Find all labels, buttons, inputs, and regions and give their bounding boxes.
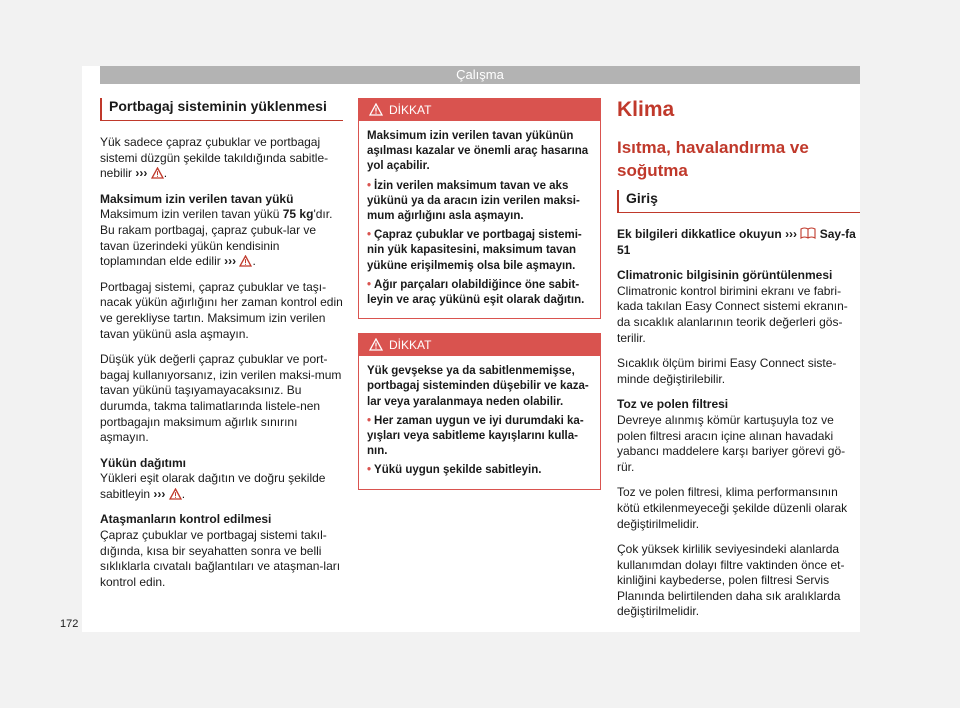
bullet-icon: •	[367, 464, 372, 477]
bullet-icon: •	[367, 229, 372, 242]
chapter-subtitle: Isıtma, havalandırma ve soğutma	[617, 138, 809, 180]
paragraph: Düşük yük değerli çapraz çubuklar ve port-bagaj kullanıyorsanız, izin verilen maksi-mum tavan yükünü taşıyamayacaksınız. Bu durumda, takma talimatlarında listele-nen portbagajın maksimum ağırlık sınırını aşmayın.	[100, 352, 342, 445]
warning-bullet: • Yükü uygun şekilde sabitleyin.	[367, 464, 542, 477]
warning-box	[358, 333, 601, 489]
reference-line: Ek bilgileri dikkatlice okuyun ››› Say-fa 51	[617, 227, 856, 257]
paragraph: Çok yüksek kirlilik seviyesindeki alanlarda kullanımdan dolayı filtre vaktinden önce et-kinliğini kaybederse, polen filtresi Servis Planında belirtilenden daha sık aralıklarda değiştirilmelidir.	[617, 542, 845, 619]
paragraph: Yük sadece çapraz çubuklar ve portbagaj sistemi düzgün şekilde takıldığında sabitle-nebilir ››› .	[100, 135, 329, 181]
column-2	[358, 98, 601, 504]
paragraph: Sıcaklık ölçüm birimi Easy Connect siste-minde değiştirilebilir.	[617, 356, 837, 386]
heading: Toz ve polen filtresi	[617, 397, 729, 412]
ref-marker[interactable]: ›››	[785, 227, 798, 241]
warning-box-body	[359, 121, 600, 318]
ref-marker[interactable]: ›››	[135, 166, 148, 181]
warning-triangle-icon	[369, 338, 383, 351]
page-number: 172	[60, 618, 79, 630]
heading: Ataşmanların kontrol edilmesi	[100, 512, 272, 527]
warning-bullet: • Çapraz çubuklar ve portbagaj sistemi-nin yük kapasitesini, maksimum tavan yüküne erişilmemiş olsa bile aşmayın.	[367, 229, 582, 272]
column-1	[100, 98, 343, 600]
warning-triangle-icon	[369, 103, 383, 116]
column-3	[617, 98, 860, 630]
bullet-icon: •	[367, 414, 372, 427]
section-title: Giriş	[617, 190, 860, 213]
heading: Yükün dağıtımı	[100, 455, 187, 470]
warning-box	[358, 98, 601, 319]
heading: Maksimum izin verilen tavan yükü	[100, 191, 294, 206]
bullet-icon: •	[367, 278, 372, 291]
paragraph: Yükleri eşit olarak dağıtın ve doğru şekilde sabitleyin ››› .	[100, 471, 326, 501]
warning-bullet: • İzin verilen maksimum tavan ve aks yükünü ya da aracın izin verilen maksi-mum ağırlığını asla aşmayın.	[367, 179, 580, 223]
warning-box-header: DİKKAT	[359, 99, 600, 121]
warning-box-header: DİKKAT	[359, 334, 600, 356]
warning-bullet: • Her zaman uygun ve iyi durumdaki ka-yışları veya sabitleme kayışlarını kulla-nın.	[367, 414, 584, 458]
warning-intro: Yük gevşekse ya da sabitlenmemişse, portbagaj sisteminden düşebilir ve kaza-lar veya yaralanmaya neden olabilir.	[367, 365, 589, 408]
paragraph: Çapraz çubuklar ve portbagaj sistemi takıl-dığında, kısa bir seyahatten sonra ve belli sıklıklarla cıvatalı bağlantıları ve ataşman-ları kontrol edin.	[100, 528, 341, 589]
chapter-header: Çalışma	[100, 66, 860, 84]
ref-marker[interactable]: ›››	[224, 254, 237, 269]
paragraph: Maksimum izin verilen tavan yükü 75 kg'dır. Bu rakam portbagaj, çapraz çubuk-lar ve tavan üzerindeki yükün kendisinin toplamından elde edilir ››› .	[100, 207, 333, 269]
max-load-value: 75 kg	[282, 207, 314, 222]
paragraph: Climatronic kontrol birimini ekranı ve fabri-kada takılan Easy Connect sistemi ekranın-da sıcaklık alanlarının teorik değerleri gös-terilir.	[617, 283, 848, 345]
chapter-title: Klima	[617, 98, 675, 121]
book-icon	[800, 227, 816, 239]
warning-intro: Maksimum izin verilen tavan yükünün aşılması kazalar ve önemli araç hasarına yol açabilir.	[367, 130, 589, 173]
section-title: Portbagaj sisteminin yüklenmesi	[100, 98, 343, 121]
bullet-icon: •	[367, 179, 372, 192]
warning-triangle-icon	[169, 488, 182, 500]
ref-marker[interactable]: ›››	[153, 486, 166, 501]
warning-bullet: • Ağır parçaları olabildiğince öne sabit-leyin ve araç yükünü eşit olarak dağıtın.	[367, 278, 585, 307]
warning-box-body	[359, 356, 600, 488]
paragraph: Portbagaj sistemi, çapraz çubuklar ve taşı-nacak yükün ağırlığını her zaman kontrol edin ve gerekliyse tartın. Maksimum izin verilen tavan yükünü asla aşmayın.	[100, 279, 343, 341]
heading: Climatronic bilgisinin görüntülenmesi	[617, 268, 833, 283]
paragraph: Toz ve polen filtresi, klima performansının kötü etkilenmeyeceği şekilde düzenli olarak değiştirilmelidir.	[617, 485, 848, 531]
warning-triangle-icon	[239, 255, 252, 267]
paragraph: Devreye alınmış kömür kartuşuyla toz ve polen filtresi aracın içine alınan havadaki yabancı maddelere karşı bariyer görevi gö-rür.	[617, 412, 846, 474]
warning-triangle-icon	[151, 167, 164, 179]
